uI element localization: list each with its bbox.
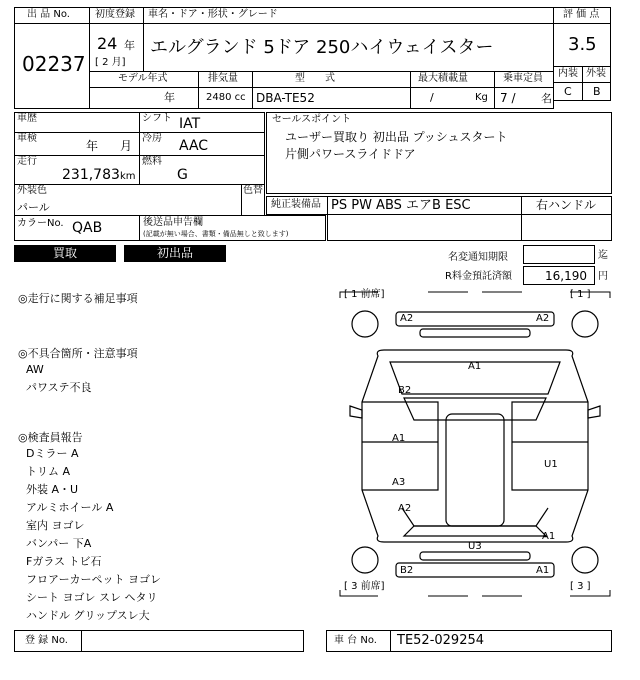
damage-mark: B2 [400, 565, 414, 576]
interior-label: 内装 [558, 68, 578, 79]
reg-year-unit: 年 [124, 39, 135, 52]
first-listing-badge: 初出品 [124, 245, 226, 262]
reg-no-cell [81, 630, 304, 652]
inspection-label: 車検 [17, 133, 37, 144]
damage-mark: A1 [536, 565, 550, 576]
shift-label: シフト [142, 113, 172, 124]
inspector-item: Fガラス トビ石 [26, 555, 102, 568]
damage-mark: B2 [398, 385, 412, 396]
corner-label-br: [ 3 ] [570, 581, 591, 592]
ext-color-label: 外装色 [17, 185, 47, 196]
max-load-unit: Kg [475, 92, 488, 103]
inspector-item: ハンドル グリップスレ大 [26, 609, 150, 622]
recycle-label: R料金預託済額 [445, 271, 512, 282]
fuel-label: 燃料 [142, 156, 162, 167]
steering: 右ハンドル [536, 198, 597, 212]
shift: IAT [179, 116, 201, 132]
inspector-item: アルミホイール A [26, 501, 114, 514]
capacity-unit: 名 [541, 92, 552, 105]
damage-mark: A2 [398, 503, 412, 514]
exterior-grade: B [593, 85, 601, 98]
defect-item: パワステ不良 [26, 381, 92, 394]
sales-point-label: セールスポイント [272, 114, 352, 125]
car-name-label: 車名・ドア・形状・グレード [148, 9, 278, 20]
corner-label-bl: [ 3 前席] [344, 581, 385, 592]
exterior-label: 外装 [586, 68, 606, 79]
defects-label: ◎不具合箇所・注意事項 [18, 347, 138, 360]
damage-mark: A2 [400, 313, 414, 324]
max-load-slash: / [430, 91, 434, 104]
ext-color: パール [17, 201, 50, 214]
inspector-item: シート ヨゴレ スレ ヘタリ [26, 591, 158, 604]
max-load-label: 最大積載量 [418, 73, 468, 84]
buy-badge: 買取 [14, 245, 116, 262]
defect-item: AW [26, 363, 44, 376]
chassis-no: TE52-029254 [397, 633, 485, 648]
inspector-item: フロアーカーペット ヨゴレ [26, 573, 161, 586]
score: 3.5 [568, 34, 597, 55]
corner-label-tr: [ 1 ] [570, 289, 591, 300]
score-label: 評 価 点 [563, 9, 600, 20]
aftermarket-label: 後送品申告欄 [143, 217, 203, 228]
damage-mark: A1 [392, 433, 406, 444]
transfer-unit: 迄 [598, 250, 608, 261]
recycle-value: 16,190 [545, 269, 587, 283]
mileage-unit: km [120, 171, 136, 182]
damage-mark: U1 [544, 459, 558, 470]
displacement: 2480 cc [206, 92, 246, 103]
aircon-label: 冷房 [142, 133, 162, 144]
inspector-item: Dミラー A [26, 447, 79, 460]
aircon: AAC [179, 138, 209, 154]
damage-mark: A2 [536, 313, 550, 324]
car-damage-diagram [338, 290, 612, 602]
lot-no-label: 出 品 No. [27, 9, 70, 20]
aftermarket-note: (記載が無い場合、書類・備品無しと致します) [143, 230, 289, 238]
displacement-label: 排気量 [208, 73, 238, 84]
interior-grade: C [564, 85, 572, 98]
model-label: 型 式 [295, 73, 335, 84]
sales-point-line1: ユーザー買取り 初出品 プッシュスタート [285, 130, 508, 144]
damage-mark: A1 [542, 531, 556, 542]
recycle-unit: 円 [598, 271, 608, 282]
capacity: 7 / [500, 91, 516, 105]
fuel: G [177, 167, 188, 183]
chassis-label: 車 台 No. [334, 635, 377, 646]
model-year-label: モデル年式 [118, 73, 168, 84]
equipment-blank-cell [327, 214, 522, 241]
inspector-item: 室内 ヨゴレ [26, 519, 85, 532]
equipment-label: 純正装備品 [271, 199, 321, 210]
model-year-cell [89, 87, 199, 109]
sales-point-line2: 片側パワースライドドア [285, 147, 416, 161]
model-year-unit: 年 [164, 91, 175, 104]
inspection-month: 月 [120, 139, 133, 153]
history-label: 車歴 [17, 113, 37, 124]
car-name: エルグランド 5ドア 250ハイウェイスター [150, 37, 494, 58]
model: DBA-TE52 [256, 91, 315, 105]
corner-label-tl: [ 1 前席] [344, 289, 385, 300]
inspector-item: バンパー 下A [26, 537, 92, 550]
first-reg-label: 初度登録 [95, 9, 135, 20]
equipment: PS PW ABS エアB ESC [331, 198, 471, 213]
reg-no-label: 登 録 No. [25, 635, 68, 646]
damage-mark: A3 [392, 477, 406, 488]
steering-blank-cell [521, 214, 612, 241]
driving-notes-label: ◎走行に関する補足事項 [18, 292, 138, 305]
damage-mark: U3 [468, 541, 482, 552]
color-no-label: カラーNo. [17, 218, 64, 229]
mileage: 231,783 [62, 167, 120, 183]
inspector-item: トリム A [26, 465, 71, 478]
color-no: QAB [72, 220, 103, 236]
color-swap-label: 色替 [243, 185, 263, 196]
inspection-year: 年 [86, 139, 99, 153]
inspector-item: 外装 A・U [26, 483, 79, 496]
reg-month: [ 2 月] [95, 57, 126, 68]
lot-no: 02237 [22, 52, 86, 76]
capacity-label: 乗車定員 [503, 73, 543, 84]
transfer-label: 名変通知期限 [448, 252, 508, 263]
damage-mark: A1 [468, 361, 482, 372]
transfer-box [523, 245, 595, 264]
car-outline-svg [338, 290, 612, 602]
reg-year: 24 [97, 34, 118, 53]
inspector-label: ◎検査員報告 [18, 431, 83, 444]
mileage-label: 走行 [17, 156, 37, 167]
